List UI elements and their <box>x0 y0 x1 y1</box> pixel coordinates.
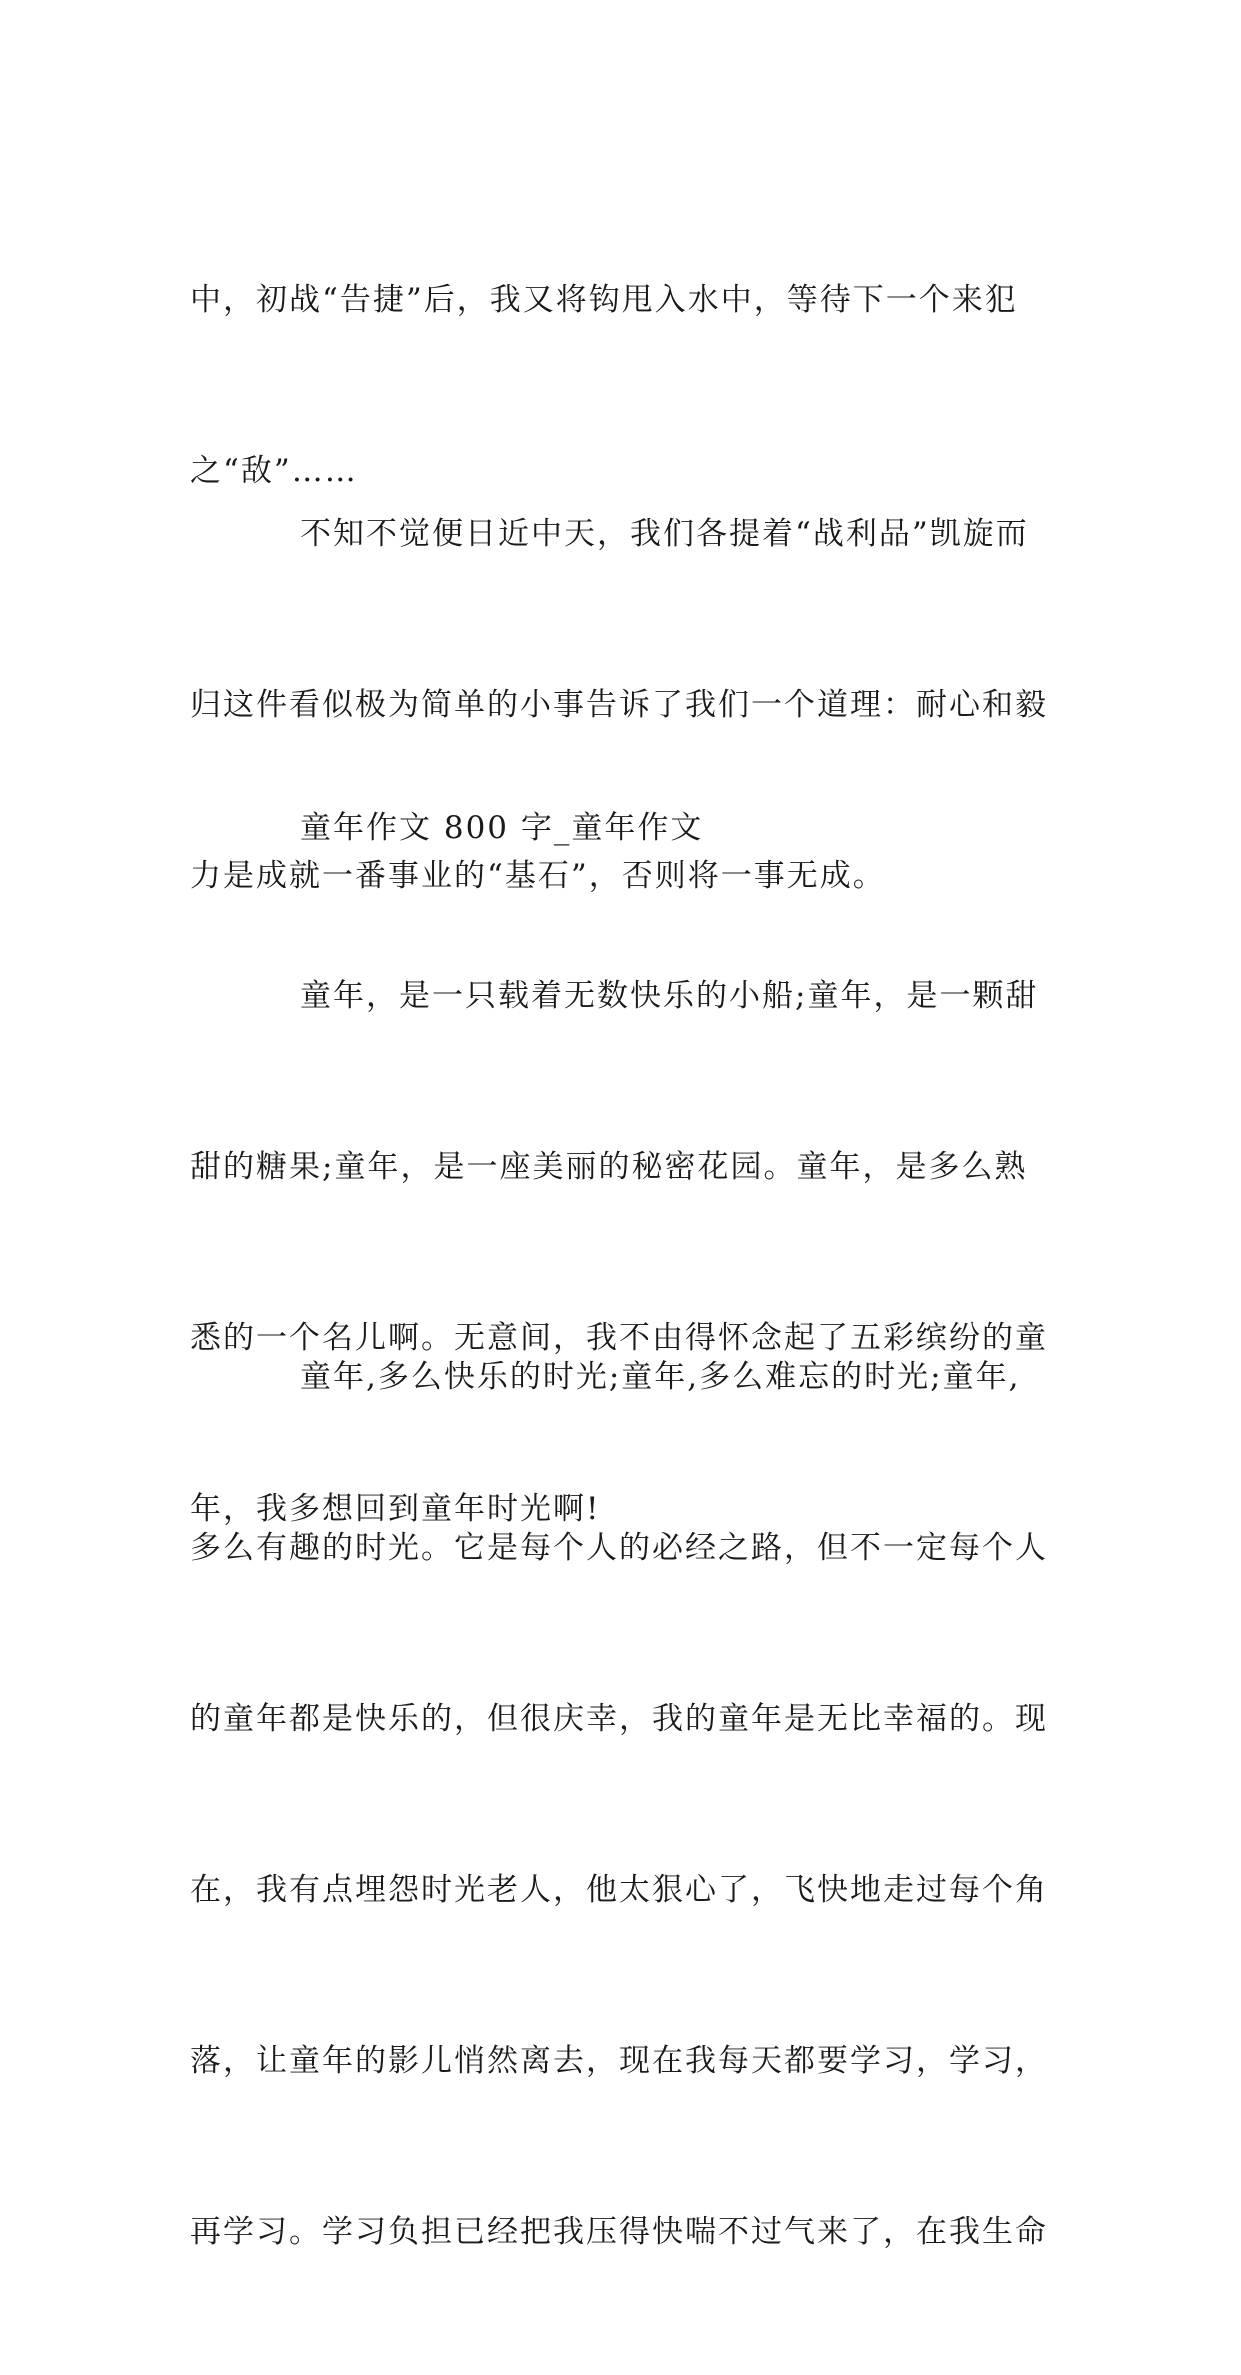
text-line: 在，我有点埋怨时光老人，他太狠心了，飞快地走过每个角 <box>190 1872 1048 1908</box>
text-line: 再学习。学习负担已经把我压得快喘不过气来了，在我生命 <box>190 2214 1048 2250</box>
text-line: 悉的一个名儿啊。无意间，我不由得怀念起了五彩缤纷的童 <box>190 1320 1048 1356</box>
text-line: 多么有趣的时光。它是每个人的必经之路，但不一定每个人 <box>190 1530 1048 1566</box>
text-line: 归这件看似极为简单的小事告诉了我们一个道理：耐心和毅 <box>190 687 1048 723</box>
text-line: 童年，是一只载着无数快乐的小船;童年，是一颗甜 <box>300 978 1039 1014</box>
title-text: 童年作文 800 字_童年作文 <box>300 810 704 846</box>
text-line: 年，我多想回到童年时光啊! <box>190 1491 601 1527</box>
text-line: 甜的糖果;童年，是一座美丽的秘密花园。童年，是多么熟 <box>190 1149 1028 1185</box>
text-line: 落，让童年的影儿悄然离去，现在我每天都要学习，学习， <box>190 2043 1048 2079</box>
text-line: 童年,多么快乐的时光;童年,多么难忘的时光;童年, <box>300 1359 1021 1395</box>
paragraph-childhood-time <box>190 1235 1052 2375</box>
text-line: 不知不觉便日近中天，我们各提着“战利品”凯旋而 <box>300 516 1029 552</box>
text-line: 力是成就一番事业的“基石”，否则将一事无成。 <box>190 858 886 894</box>
text-line: 的童年都是快乐的，但很庆幸，我的童年是无比幸福的。现 <box>190 1701 1048 1737</box>
text-line: 中，初战“告捷”后，我又将钩甩入水中，等待下一个来犯 <box>190 282 1018 318</box>
text-line: 之“敌”…… <box>190 453 358 489</box>
